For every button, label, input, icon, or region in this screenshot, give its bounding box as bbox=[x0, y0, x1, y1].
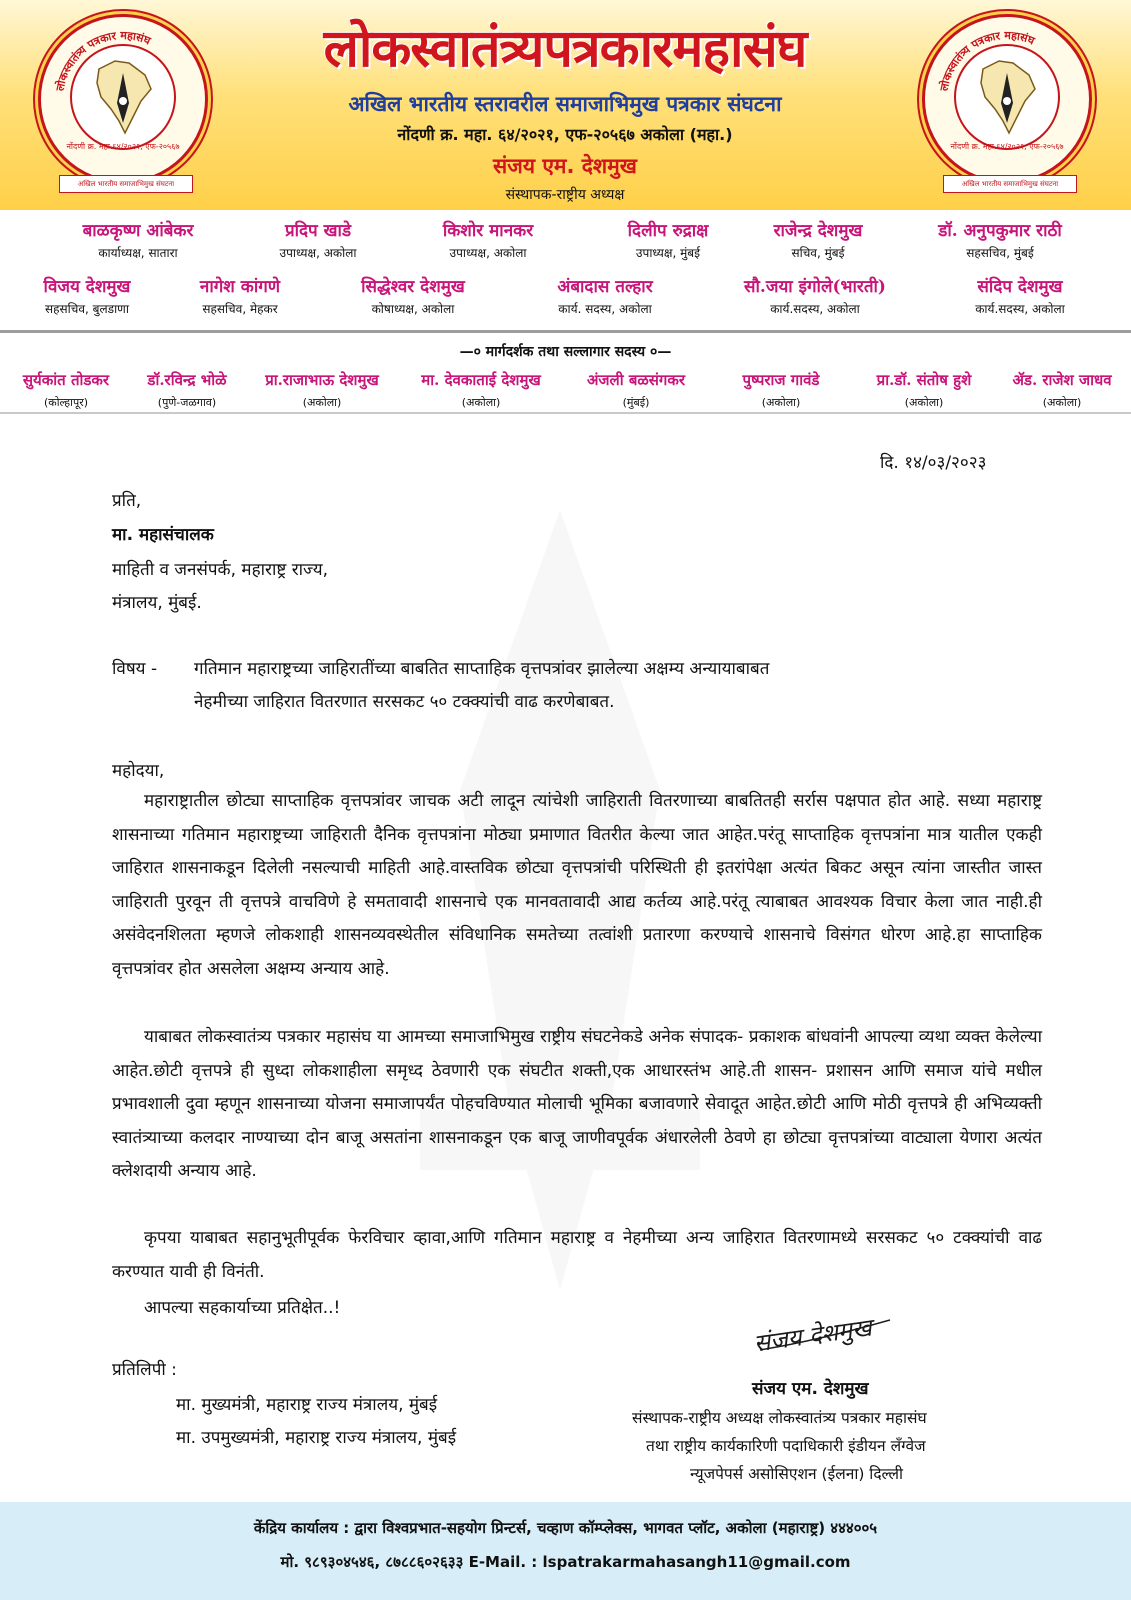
body-paragraph: महाराष्ट्रातील छोट्या साप्ताहिक वृत्तपत्रांवर जाचक अटी लादून त्यांचेशी जाहिराती वितरणाच्या बाबतितही सर्रास पक्षपात होत आहे. सध्या महाराष्ट्र शासनाच्या गतिमान महाराष्ट्रच्या जाहिराती दैनिक वृत्तपत्रांना मोठ्या प्रमाणात वितरीत केल्या जात आहेत.परंतू साप्ताहिक वृत्तपत्रांना मात्र यातील एकही जाहिरात शासनाकडून दिलेली नसल्याची माहिती आहे.वास्तविक छोट्या वृत्तपत्रांची परिस्थिती ही इतरांपेक्षा अत्यंत बिकट असून त्यांना जास्तीत जास्त जाहिराती पुरवून ती वृत्तपत्रे वाचविणे हे समतावादी शासनाचे एक मानवतावादी आद्य कर्तव्य आहे.परंतू त्याबाबत आवश्यक विचार केला जात नाही.ही असंवेदनशिलता म्हणजे लोकशाही शासनव्यवस्थेतील संविधानिक समतेच्या तत्वांशी प्रतारणा करण्याचे शासनाचे विसंगत धोरण आहे.हा साप्ताहिक वृत्तपत्रांवर होत असलेला अक्षम्य अन्याय आहे. bbox=[112, 791, 1042, 979]
member-name: अंबादास तल्हार bbox=[557, 277, 653, 297]
organization-title: लोकस्वातंत्र्यपत्रकारमहासंघ bbox=[323, 18, 807, 79]
member-role: कार्य.सदस्य, अकोला bbox=[770, 302, 860, 316]
seal-reg-text-right: नोंदणी क्र. महा.६४/२०२१, एफ-२०५६७ bbox=[950, 142, 1064, 151]
member-role: सहसचिव, मेहकर bbox=[202, 302, 278, 316]
subject-label: विषय - bbox=[112, 659, 158, 679]
advisor bbox=[852, 370, 996, 410]
divider bbox=[0, 330, 1131, 333]
body-paragraph: याबाबत लोकस्वातंत्र्य पत्रकार महासंघ या आमच्या समाजाभिमुख राष्ट्रीय संघटनेकडे अनेक संपादक- प्रकाशक बांधवांनी आपल्या व्यथा व्यक्त केलेल्या आहेत.छोटी वृत्तपत्रे ही सुध्दा लोकशाहीला समृध्द ठेवणारी एक संघटीत शक्ती,एक आधारस्तंभ आहे.ती शासन- प्रशासन आणि समाज यांचे मधील प्रभावशाली दुवा म्हणून शासनाच्या योजना समाजापर्यंत पोहचविण्यात मोलाची भूमिका बजावणारे सेवादूत आहेत.छोटी आणि मोठी वृत्तपत्रे ही अभिव्यक्ती स्वातंत्र्याच्या कलदार नाण्याच्या दोन बाजू असतांना शासनाकडून एक बाजू जाणीवपूर्वक अंधारलेली ठेवणे हा छोट्या वृत्तपत्रांच्या वाट्याला येणारा अत्यंत क्लेशदायी अन्याय आहे. bbox=[112, 1027, 1042, 1181]
founder-name: संजय एम. देशमुख bbox=[493, 154, 637, 178]
organization-subtitle: अखिल भारतीय स्तरावरील समाजाभिमुख पत्रकार संघटना bbox=[348, 92, 782, 116]
member-name: नागेश कांगणे bbox=[199, 277, 281, 297]
advisor-place: (पुणे-जळगाव) bbox=[157, 396, 217, 409]
member-card bbox=[238, 218, 398, 261]
signatory-title: संस्थापक-राष्ट्रीय अध्यक्ष लोकस्वातंत्र्य पत्रकार महासंघ bbox=[632, 1409, 927, 1427]
divider bbox=[0, 412, 1131, 414]
advisor bbox=[566, 370, 706, 410]
advisor-place: (अकोला) bbox=[461, 396, 501, 409]
advisor-name: अंजली बळसंगकर bbox=[586, 371, 686, 389]
member-card bbox=[935, 274, 1105, 317]
member-name: बाळकृष्ण आंबेकर bbox=[82, 221, 194, 241]
member-name: प्रदिप खाडे bbox=[284, 221, 352, 241]
cc-recipient: मा. उपमुख्यमंत्री, महाराष्ट्र राज्य मंत्रालय, मुंबई bbox=[176, 1428, 457, 1448]
advisor bbox=[246, 370, 398, 410]
member-role: कार्याध्यक्ष, सातारा bbox=[98, 246, 178, 260]
advisor bbox=[4, 370, 128, 410]
member-name: किशोर मानकर bbox=[442, 221, 534, 241]
member-card bbox=[900, 218, 1100, 261]
member-role: सहसचिव, बुलडाणा bbox=[45, 302, 129, 316]
member-card bbox=[48, 218, 228, 261]
advisor-place: (अकोला) bbox=[302, 396, 342, 409]
advisor bbox=[128, 370, 246, 410]
office-bearers bbox=[0, 210, 1131, 334]
advisor-place: (अकोला) bbox=[1042, 396, 1082, 409]
member-name: सौ.जया इंगोले(भारती) bbox=[744, 277, 886, 297]
member-card bbox=[398, 218, 578, 261]
advisor-name: मा. देवकाताई देशमुख bbox=[421, 371, 541, 389]
member-card bbox=[12, 274, 162, 317]
signatory-name: संजय एम. देशमुख bbox=[752, 1379, 869, 1399]
signatory-title: तथा राष्ट्रीय कार्यकारिणी पदाधिकारी इंडीयन लँग्वेज bbox=[646, 1437, 926, 1455]
member-card bbox=[318, 274, 508, 317]
cc-recipient: मा. मुख्यमंत्री, महाराष्ट्र राज्य मंत्रालय, मुंबई bbox=[176, 1395, 438, 1415]
member-name: दिलीप रुद्राक्ष bbox=[627, 221, 709, 241]
handwritten-signature bbox=[750, 1300, 900, 1370]
advisor bbox=[998, 370, 1126, 410]
seal-banner-right: अखिल भारतीय समाजाभिमुख संघटना bbox=[943, 175, 1077, 193]
advisor-place: (कोल्हापूर) bbox=[43, 396, 89, 409]
advisor-name: सुर्यकांत तोडकर bbox=[22, 371, 110, 389]
member-role: कोषाध्यक्ष, अकोला bbox=[371, 302, 455, 316]
advisor bbox=[716, 370, 846, 410]
member-card bbox=[515, 274, 695, 317]
member-name: सिद्धेश्वर देशमुख bbox=[361, 277, 465, 297]
signatory-title: न्यूजपेपर्स असोसिएशन (ईलना) दिल्ली bbox=[690, 1465, 904, 1483]
letterhead-header bbox=[0, 0, 1131, 210]
founder-role: संस्थापक-राष्ट्रीय अध्यक्ष bbox=[505, 187, 625, 203]
member-name: राजेन्द्र देशमुख bbox=[773, 221, 863, 241]
subject-line: नेहमीच्या जाहिरात वितरणात सरसकट ५० टक्क्यांची वाढ करणेबाबत. bbox=[194, 692, 615, 712]
office-address: केंद्रिय कार्यालय : द्वारा विश्वप्रभात-सहयोग प्रिन्टर्स, चव्हाण कॉम्प्लेक्स, भागवत प्लॉट, अकोला (महाराष्ट्र) ४४४००५ bbox=[253, 1519, 878, 1537]
organization-seal-left bbox=[38, 14, 208, 188]
organization-seal-right bbox=[922, 14, 1092, 188]
advisor-place: (अकोला) bbox=[904, 396, 944, 409]
cc-label: प्रतिलिपी : bbox=[112, 1360, 177, 1380]
contact-details: मो. ९८९३०४५४६, ८७८८६०२६३३ E-Mail. : lspatrakarmahasangh11@gmail.com bbox=[280, 1553, 851, 1571]
recipient-prefix: प्रति, bbox=[112, 491, 142, 511]
advisor-name: प्रा.डॉ. संतोष हुशे bbox=[876, 371, 972, 389]
member-role: कार्य. सदस्य, अकोला bbox=[558, 302, 652, 316]
registration-number: नोंदणी क्र. महा. ६४/२०२१, एफ-२०५६७ अकोला (महा.) bbox=[397, 125, 733, 144]
seal-banner: अखिल भारतीय समाजाभिमुख संघटना bbox=[59, 175, 193, 193]
member-role: सहसचिव, मुंबई bbox=[966, 246, 1034, 260]
subject-line: गतिमान महाराष्ट्रच्या जाहिरातींच्या बाबतित साप्ताहिक वृत्तपत्रांवर झालेल्या अक्षम्य अन्यायाबाबत bbox=[194, 659, 770, 679]
seal-ring-text-right: लोकस्वातंत्र्य पत्रकार महासंघ bbox=[937, 28, 1037, 93]
recipient-title: मा. महासंचालक bbox=[112, 525, 214, 545]
closing-line: आपल्या सहकार्याच्या प्रतिक्षेत..! bbox=[144, 1298, 341, 1318]
member-name: संदिप देशमुख bbox=[977, 277, 1063, 297]
advisor-place: (अकोला) bbox=[761, 396, 801, 409]
seal-reg-text: नोंदणी क्र. महा.६४/२०२१, एफ-२०५६७ bbox=[66, 142, 180, 151]
member-role: उपाध्यक्ष, अकोला bbox=[279, 246, 357, 260]
member-name: डॉ. अनुपकुमार राठी bbox=[938, 221, 1062, 241]
signature-script: संजय देशमुख bbox=[752, 1313, 874, 1358]
member-name: विजय देशमुख bbox=[43, 277, 131, 297]
advisor-name: ॲड. राजेश जाधव bbox=[1012, 371, 1112, 389]
advisor bbox=[398, 370, 564, 410]
body-paragraph: कृपया याबाबत सहानुभूतीपूर्वक फेरविचार व्हावा,आणि गतिमान महाराष्ट्र व नेहमीच्या अन्य जाहिरात वितरणामध्ये सरसकट ५० टक्क्यांची वाढ करण्यात यावी ही विनंती. bbox=[112, 1228, 1042, 1282]
advisor-place: (मुंबई) bbox=[622, 396, 650, 409]
salutation: महोदया, bbox=[112, 761, 165, 781]
member-role: उपाध्यक्ष, अकोला bbox=[449, 246, 527, 260]
letter-date: दि. १४/०३/२०२३ bbox=[880, 453, 987, 473]
member-card bbox=[728, 218, 908, 261]
advisor-name: प्रा.राजाभाऊ देशमुख bbox=[265, 371, 379, 389]
member-role: उपाध्यक्ष, मुंबई bbox=[635, 246, 701, 260]
member-card bbox=[705, 274, 925, 317]
recipient-location: मंत्रालय, मुंबई. bbox=[112, 593, 202, 613]
seal-ring-text: लोकस्वातंत्र्य पत्रकार महासंघ bbox=[53, 28, 153, 93]
member-card bbox=[165, 274, 315, 317]
advisor-name: डॉ.रविन्द्र भोळे bbox=[147, 371, 227, 389]
advisor-name: पुष्पराज गावंडे bbox=[742, 371, 820, 389]
member-role: कार्य.सदस्य, अकोला bbox=[975, 302, 1065, 316]
letterhead-footer bbox=[0, 1502, 1131, 1600]
recipient-department: माहिती व जनसंपर्क, महाराष्ट्र राज्य, bbox=[112, 560, 329, 580]
member-role: सचिव, मुंबई bbox=[791, 246, 845, 260]
advisors-heading: —० मार्गदर्शक तथा सल्लागार सदस्य ०— bbox=[459, 344, 672, 360]
